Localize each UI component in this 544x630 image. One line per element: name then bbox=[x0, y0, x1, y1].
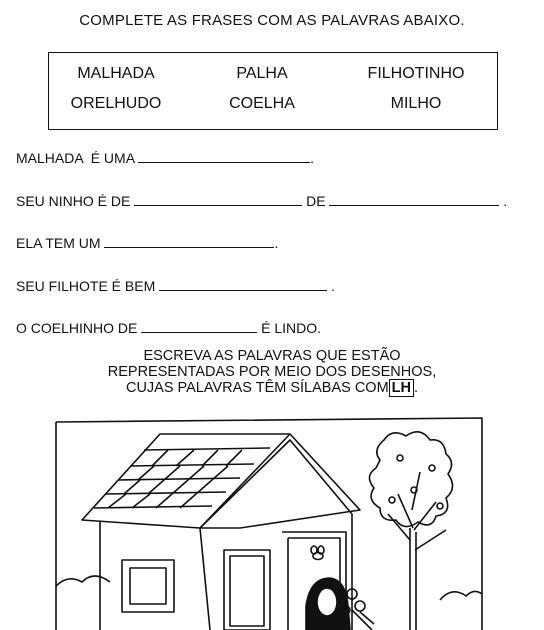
sentence-text: MALHADA É UMA bbox=[16, 150, 135, 166]
house-illustration bbox=[0, 410, 544, 630]
sentence-punct: . bbox=[274, 235, 279, 251]
girl-figure bbox=[306, 578, 350, 630]
bush-left bbox=[56, 576, 110, 586]
instruction-line: ESCREVA AS PALAVRAS QUE ESTÃO bbox=[143, 348, 401, 364]
word-bank-item: PALHA bbox=[236, 65, 288, 82]
instruction-text: CUJAS PALAVRAS TÊM SÍLABAS COM bbox=[125, 380, 389, 396]
word-bank bbox=[48, 52, 498, 130]
instruction-punct: . bbox=[414, 380, 419, 396]
worksheet-title: COMPLETE AS FRASES COM AS PALAVRAS ABAIXO. bbox=[79, 12, 465, 29]
bush-right bbox=[440, 591, 482, 600]
sentence-text: ELA TEM UM bbox=[16, 235, 101, 251]
side-window bbox=[224, 550, 270, 630]
word-bank-item: ORELHUDO bbox=[70, 95, 162, 112]
instruction-block bbox=[0, 348, 544, 396]
answer-blank[interactable] bbox=[104, 235, 274, 248]
answer-blank[interactable] bbox=[138, 150, 310, 163]
front-window bbox=[122, 560, 174, 612]
sentence-2 bbox=[16, 193, 507, 209]
bee-icon bbox=[311, 546, 324, 560]
answer-blank[interactable] bbox=[134, 193, 302, 206]
sentence-text: É LINDO. bbox=[261, 320, 322, 336]
word-bank-item: MALHADA bbox=[77, 65, 155, 82]
sentence-punct: . bbox=[331, 278, 335, 294]
sentence-5 bbox=[16, 320, 321, 336]
word-bank-item: MILHO bbox=[390, 95, 442, 112]
syllable-box: LH bbox=[389, 379, 414, 397]
instruction-line: REPRESENTADAS POR MEIO DOS DESENHOS, bbox=[107, 364, 437, 380]
sentence-text: SEU NINHO É DE bbox=[16, 193, 131, 209]
roof bbox=[82, 434, 360, 528]
sentence-1 bbox=[16, 150, 314, 166]
answer-blank[interactable] bbox=[329, 193, 499, 206]
sentence-text: O COELHINHO DE bbox=[16, 320, 138, 336]
word-bank-item: FILHOTINHO bbox=[367, 65, 465, 82]
sentence-text: DE bbox=[306, 193, 326, 209]
sentence-4 bbox=[16, 278, 335, 294]
sentence-punct: . bbox=[503, 193, 508, 209]
sentence-3 bbox=[16, 235, 278, 251]
instruction-line bbox=[0, 380, 544, 396]
sentence-text: SEU FILHOTE É BEM bbox=[16, 278, 156, 294]
tree bbox=[369, 432, 452, 630]
sentence-punct: . bbox=[310, 150, 315, 166]
answer-blank[interactable] bbox=[159, 278, 327, 291]
answer-blank[interactable] bbox=[141, 320, 257, 333]
word-bank-item: COELHA bbox=[229, 95, 295, 112]
